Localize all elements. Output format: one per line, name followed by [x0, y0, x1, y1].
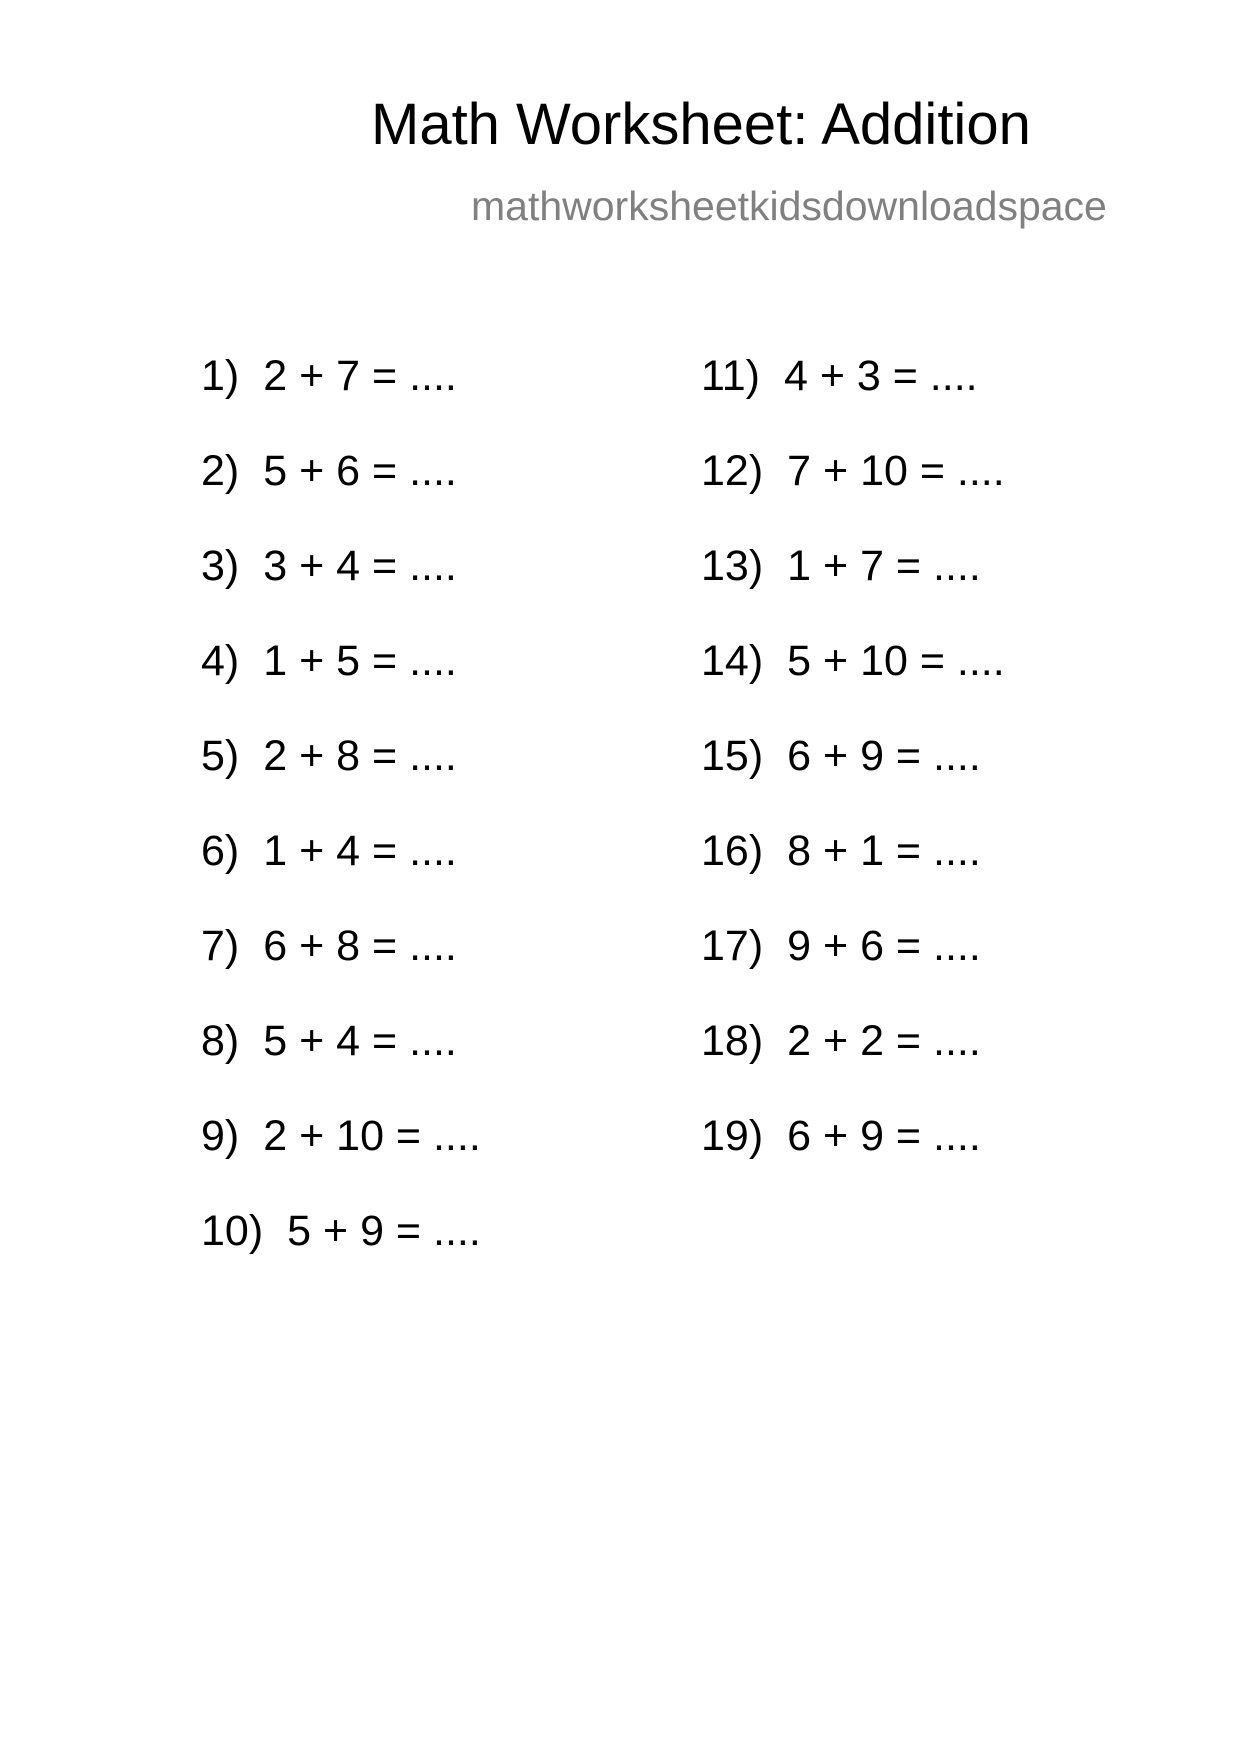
problem-19 [701, 1112, 1005, 1207]
problem-9 [201, 1112, 481, 1207]
problem-number: 4) [201, 637, 240, 685]
problem-expression: 2 + 7 = .... [263, 352, 457, 400]
problem-expression: 5 + 4 = .... [263, 1017, 457, 1065]
problem-expression: 1 + 5 = .... [263, 637, 457, 685]
problem-4 [201, 637, 481, 732]
problem-expression: 5 + 6 = .... [263, 447, 457, 495]
problem-15 [701, 732, 1005, 827]
problem-number: 1) [201, 352, 240, 400]
problem-number: 19) [701, 1112, 764, 1160]
problem-number: 11) [701, 352, 760, 400]
problem-column-left [201, 352, 481, 1302]
problem-expression: 2 + 8 = .... [263, 732, 457, 780]
problem-number: 3) [201, 542, 240, 590]
problem-expression: 4 + 3 = .... [783, 352, 978, 400]
problem-8 [201, 1017, 481, 1112]
problem-expression: 6 + 8 = .... [263, 922, 457, 970]
problem-number: 14) [701, 637, 764, 685]
problem-number: 8) [201, 1017, 240, 1065]
problem-expression: 5 + 9 = .... [287, 1207, 481, 1255]
problem-number: 7) [201, 922, 240, 970]
problem-number: 18) [701, 1017, 764, 1065]
problem-7 [201, 922, 481, 1017]
problem-number: 12) [701, 447, 764, 495]
problem-13 [701, 542, 1005, 637]
problem-1 [201, 352, 481, 447]
problem-number: 16) [701, 827, 764, 875]
problem-3 [201, 542, 481, 637]
problem-expression: 8 + 1 = .... [787, 827, 981, 875]
problem-14 [701, 637, 1005, 732]
page-subtitle: mathworksheetkidsdownloadspace [471, 183, 1107, 229]
problem-expression: 5 + 10 = .... [787, 637, 1005, 685]
problem-number: 17) [701, 922, 764, 970]
problem-expression: 1 + 4 = .... [263, 827, 457, 875]
problem-6 [201, 827, 481, 922]
problem-expression: 2 + 2 = .... [787, 1017, 981, 1065]
problem-number: 13) [701, 542, 764, 590]
page-title: Math Worksheet: Addition [371, 92, 1031, 157]
problem-expression: 1 + 7 = .... [787, 542, 981, 590]
problem-number: 6) [201, 827, 240, 875]
problem-18 [701, 1017, 1005, 1112]
problem-expression: 3 + 4 = .... [263, 542, 457, 590]
problem-number: 5) [201, 732, 240, 780]
problem-expression: 9 + 6 = .... [787, 922, 981, 970]
problem-expression: 7 + 10 = .... [787, 447, 1005, 495]
problem-expression: 6 + 9 = .... [787, 732, 981, 780]
problem-2 [201, 447, 481, 542]
problem-column-right [701, 352, 1005, 1207]
problem-expression: 2 + 10 = .... [263, 1112, 481, 1160]
problem-number: 9) [201, 1112, 240, 1160]
problem-17 [701, 922, 1005, 1017]
problem-11 [701, 352, 1005, 447]
problem-12 [701, 447, 1005, 542]
problem-number: 15) [701, 732, 764, 780]
problem-expression: 6 + 9 = .... [787, 1112, 981, 1160]
problem-16 [701, 827, 1005, 922]
problem-5 [201, 732, 481, 827]
problem-number: 10) [201, 1207, 264, 1255]
problem-number: 2) [201, 447, 240, 495]
problem-10 [201, 1207, 481, 1302]
